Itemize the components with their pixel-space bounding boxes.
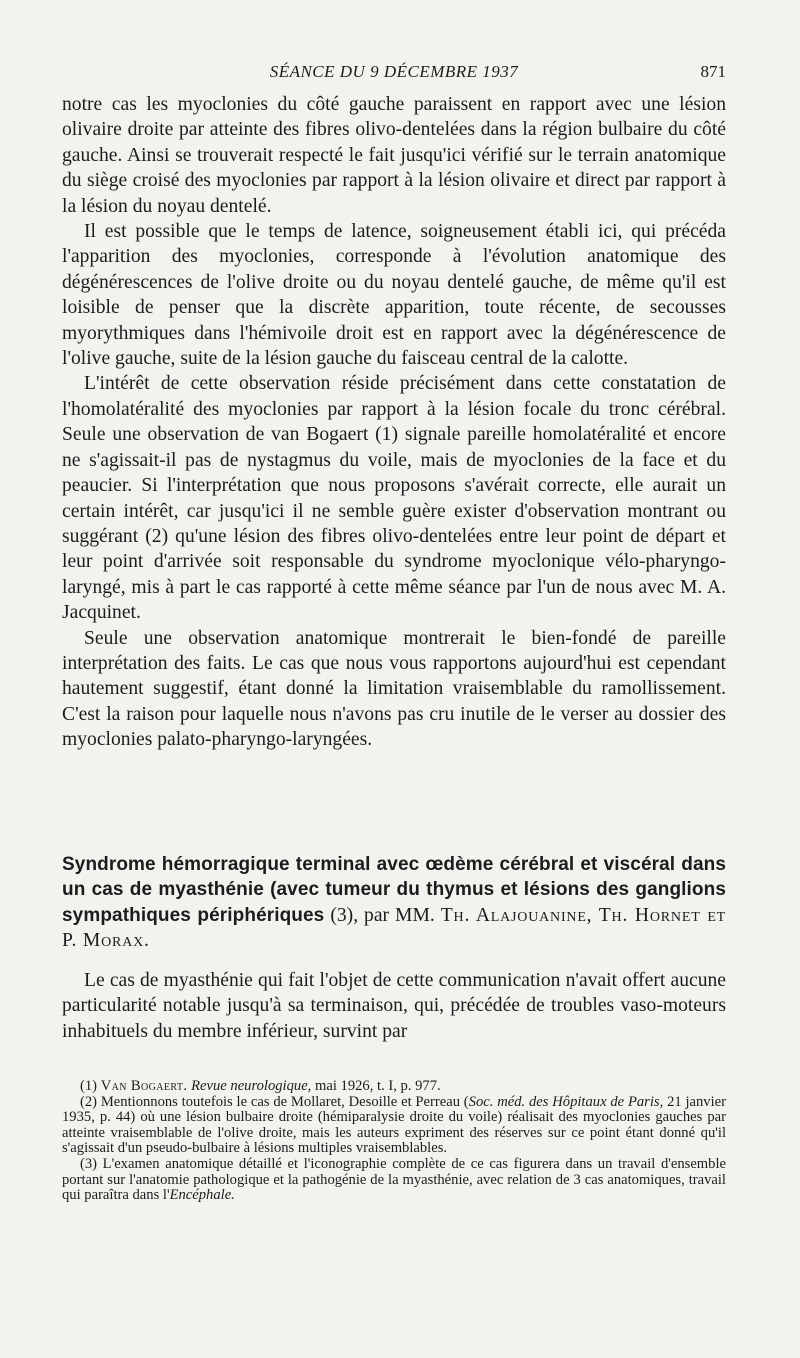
footnote-2-text-a: (2) Mentionnons toutefois le cas de Mollaret, Desoille et Perreau ( (80, 1093, 469, 1110)
footnote-3 (62, 1157, 726, 1204)
paragraph-3: L'intérêt de cette observation réside précisément dans cette constatation de l'homolatéralité des myoclonies par rapport à la lésion focale du tronc cérébral. Seule une observation de van Bogaert (1) signale pareille homolatéralité et encore ne s'agissait-il pas de nystagmus du voile, mais de myoclonies de la face et du peaucier. Si l'interprétation que nous proposons s'avérait correcte, elle aurait un certain intérêt, car jusqu'ici il ne semble guère exister d'observation montrant ou suggérant (2) qu'une lésion des fibres olivo-dentelées entre leur point de départ et leur point d'arrivée soit responsable du syndrome myoclonique vélo-pharyngo-laryngé, mis à part le cas rapporté à cette même séance par l'un de nous avec M. A. Jacquinet. (62, 373, 726, 624)
footnotes (62, 1079, 726, 1204)
paragraph-1: notre cas les myoclonies du côté gauche paraissent en rapport avec une lésion olivaire droite par atteinte des fibres olivo-dentelées dans la région bulbaire du côté gauche. Ainsi se trouverait respecté le fait jusqu'ici vérifié sur le terrain anatomique du siège croisé des myoclonies par rapport à la lésion olivaire et direct par rapport à la lésion du noyau dentelé. (62, 94, 726, 217)
footnote-1-journal: Revue neurologique, (191, 1078, 312, 1094)
footnote-3-text: (3) L'examen anatomique détaillé et l'iconographie complète de ce cas figurera dans un travail d'ensemble portant sur l'anatomie pathologique et la pathogénie de la myasthénie, avec relation de 3 cas anatomiques, travail qui paraîtra dans l' (62, 1155, 726, 1204)
page (62, 0, 726, 1358)
section-paragraph-1: Le cas de myasthénie qui fait l'objet de cette communication n'avait offert aucune particularité notable jusqu'à sa terminaison, qui, précédée de troubles vaso-moteurs inhabituels du membre inférieur, survint par (62, 970, 726, 1042)
footnote-1 (62, 1079, 726, 1095)
section-body (62, 968, 726, 1044)
section-title: Syndrome hémorragique terminal avec œdème cérébral et viscéral dans un cas de myasthénie (avec tumeur du thymus et lésions des ganglions sympathiques périphériques (62, 854, 726, 926)
running-header (62, 62, 726, 86)
footnote-2-text-b: 21 janvier 1935, p. 44) où une lésion bulbaire droite (hémiparalysie droite du voile) réalisait des myoclonies gauches par atteinte vraisemblable de l'olive droite, mais les auteurs expriment des réserves sur ce point étant donné qu'il s'agissait d'un pseudo-bulbaire à lésions multiples vraisemblables. (62, 1093, 726, 1157)
footnote-2-journal: Soc. méd. des Hôpitaux de Paris, (468, 1093, 664, 1110)
page-number: 871 (700, 62, 726, 81)
section-title-note: (3), par MM. (330, 904, 435, 926)
section-heading (62, 852, 726, 954)
paragraph-2: Il est possible que le temps de latence, soigneusement établi ici, qui précéda l'apparition des myoclonies, corresponde à l'évolution anatomique des dégénérescences de l'olive droite ou du noyau dentelé gauche, de même qu'il est loisible de penser que la discrète apparition, toute récente, de secousses myorythmiques dans l'hémivoile droit est en rapport avec la dégénérescence de l'olive gauche, suite de la lésion gauche du faisceau central de la calotte. (62, 221, 726, 370)
running-title: SÉANCE DU 9 DÉCEMBRE 1937 (269, 62, 519, 81)
footnote-1-author: Van Bogaert. (100, 1078, 188, 1094)
section-authors: Th. Alajouanine, Th. Hornet et P. Morax. (62, 904, 727, 952)
footnote-1-mark: (1) (80, 1078, 98, 1094)
footnote-3-journal: Encéphale. (169, 1187, 235, 1204)
paragraph-4: Seule une observation anatomique montrerait le bien-fondé de pareille interprétation des faits. Le cas que nous vous rapportons aujourd'hui est cependant hautement suggestif, étant donné la limitation vraisemblable du ramollissement. C'est la raison pour laquelle nous n'avons pas cru inutile de le verser au dossier des myoclonies palato-pharyngo-laryngées. (62, 627, 726, 751)
footnote-2 (62, 1095, 726, 1157)
footnote-1-rest: mai 1926, t. I, p. 977. (315, 1078, 441, 1094)
main-text (62, 92, 726, 753)
